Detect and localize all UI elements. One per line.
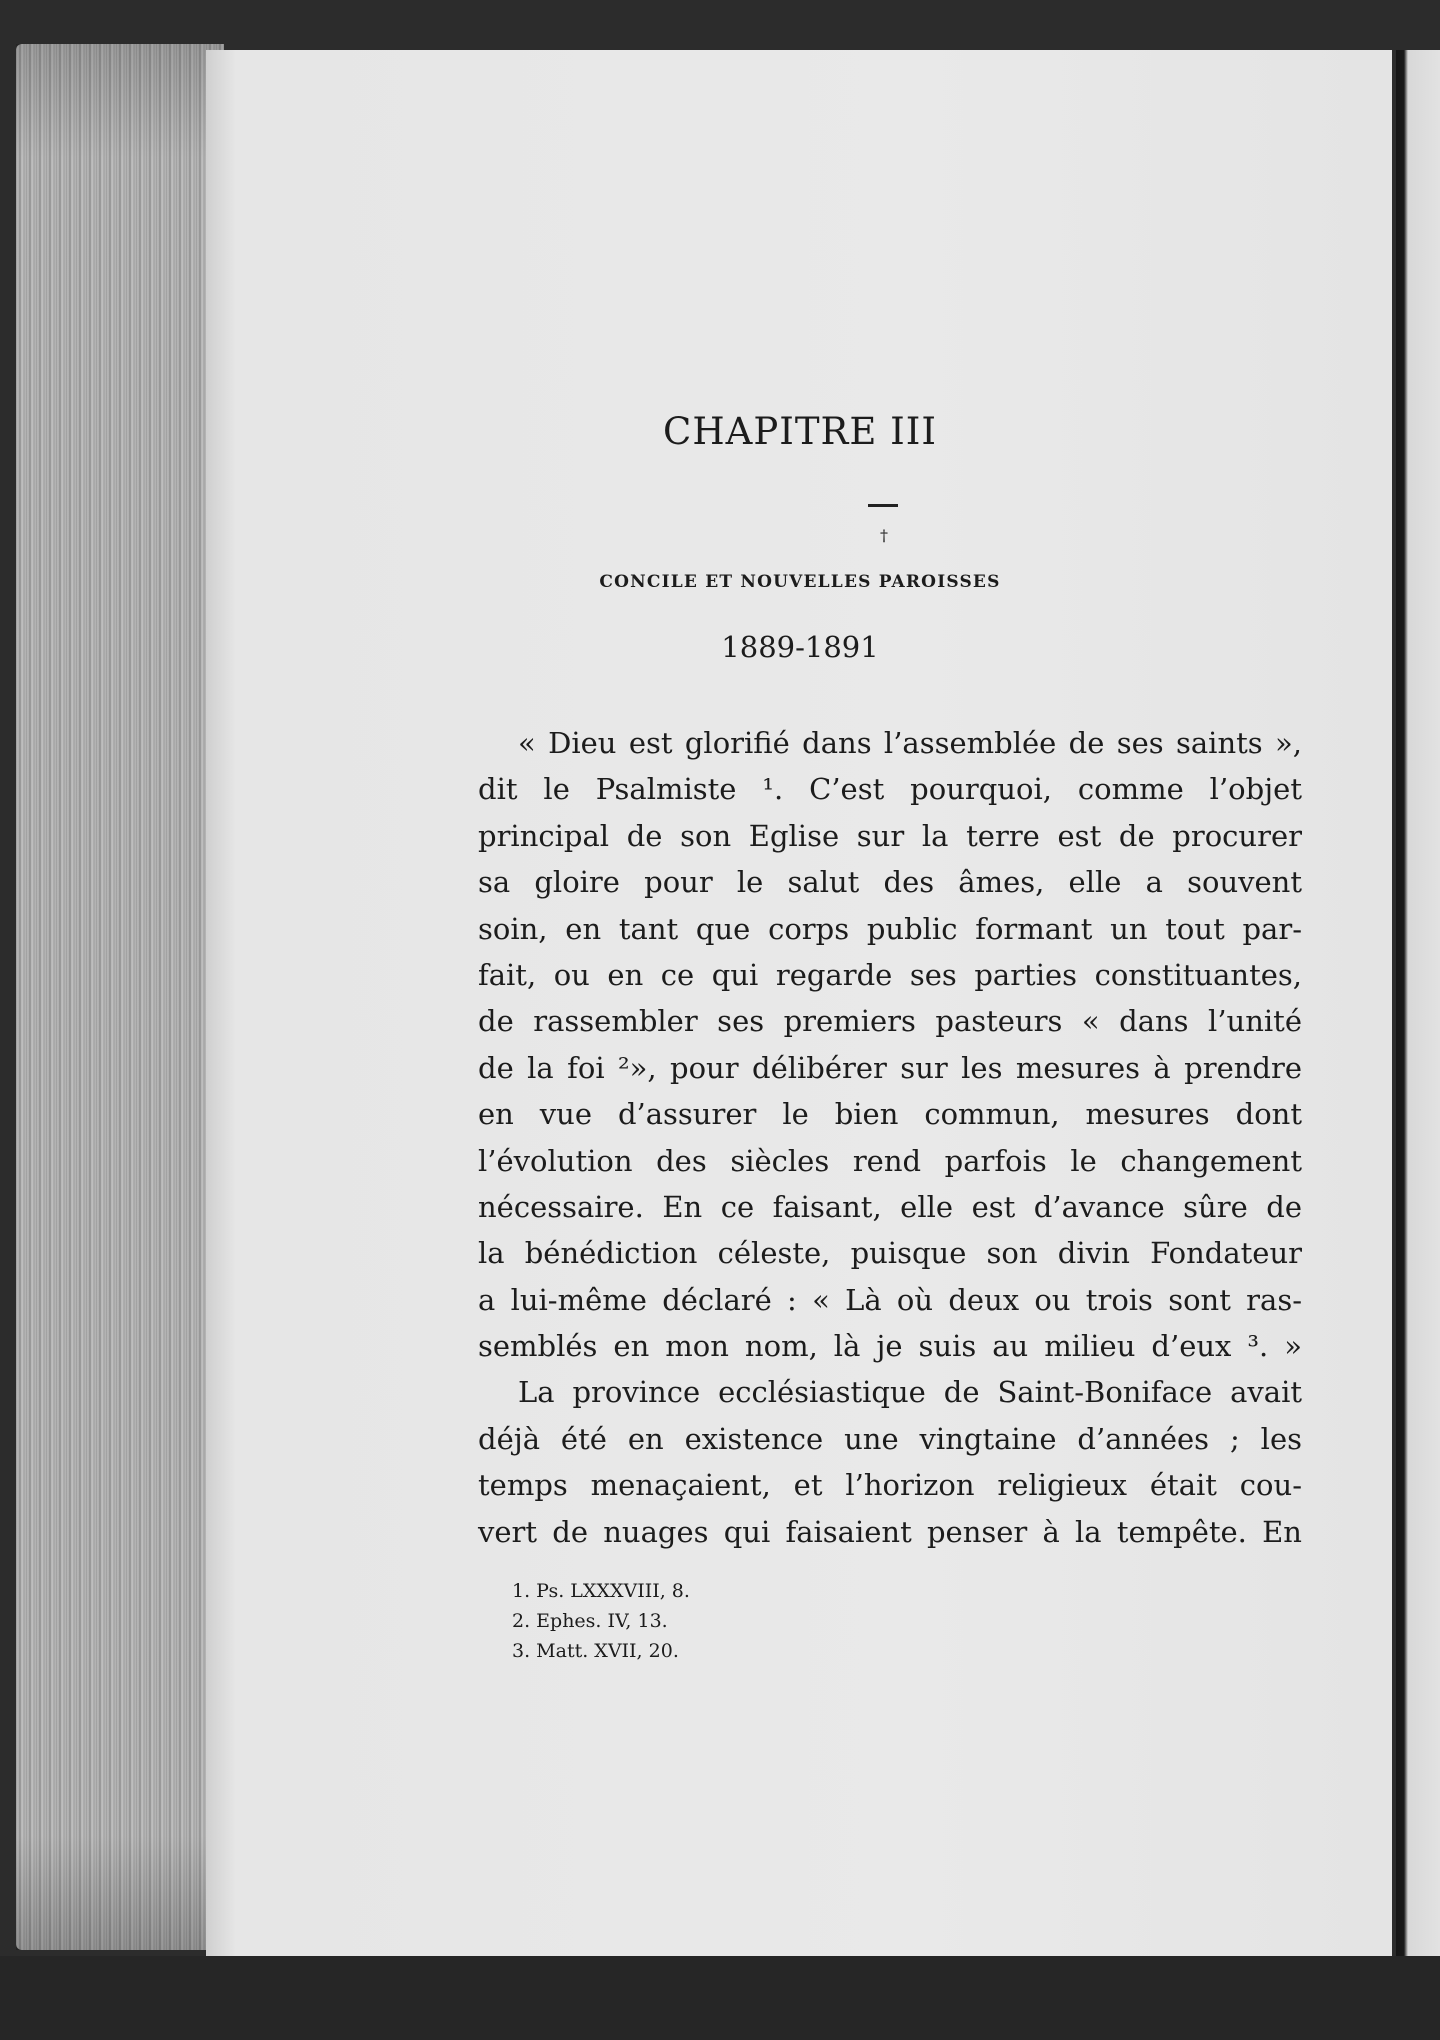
body-line: la bénédiction céleste, puisque son divin Fondateur bbox=[478, 1236, 1302, 1271]
body-line: a lui-même déclaré : « Là où deux ou trois sont ras- bbox=[478, 1282, 1302, 1317]
facing-page-edge bbox=[1396, 50, 1440, 1956]
chapter-title: CHAPITRE III bbox=[663, 410, 937, 453]
footnote-2: 2. Ephes. IV, 13. bbox=[512, 1610, 668, 1632]
body-line: de la foi ²», pour délibérer sur les mesures à prendre bbox=[478, 1050, 1302, 1085]
chapter-subtitle: CONCILE ET NOUVELLES PAROISSES bbox=[599, 572, 1001, 592]
ornament-mark: † bbox=[880, 526, 888, 545]
body-line: soin, en tant que corps public formant un tout par- bbox=[478, 911, 1302, 946]
body-text bbox=[478, 720, 1302, 1555]
title-rule bbox=[868, 504, 898, 507]
body-line: dit le Psalmiste ¹. C’est pourquoi, comme l’objet bbox=[478, 772, 1302, 807]
body-line: nécessaire. En ce faisant, elle est d’avance sûre de bbox=[478, 1189, 1302, 1224]
footnote-3: 3. Matt. XVII, 20. bbox=[512, 1640, 679, 1662]
footnotes bbox=[512, 1576, 690, 1666]
scan-border bbox=[0, 1956, 1440, 2040]
chapter-years: 1889-1891 bbox=[721, 630, 879, 664]
body-line: principal de son Eglise sur la terre est de procurer bbox=[478, 818, 1302, 853]
body-line: déjà été en existence une vingtaine d’années ; les bbox=[478, 1421, 1302, 1456]
body-line: La province ecclésiastique de Saint-Boniface avait bbox=[518, 1375, 1302, 1410]
body-line: « Dieu est glorifié dans l’assemblée de ses saints », bbox=[518, 726, 1302, 760]
body-line: en vue d’assurer le bien commun, mesures dont bbox=[478, 1097, 1302, 1132]
body-line: de rassembler ses premiers pasteurs « dans l’unité bbox=[478, 1004, 1302, 1039]
body-line: vert de nuages qui faisaient penser à la tempête. En bbox=[478, 1514, 1302, 1549]
body-line: sa gloire pour le salut des âmes, elle a souvent bbox=[478, 865, 1302, 900]
footnote-1: 1. Ps. LXXXVIII, 8. bbox=[512, 1580, 690, 1602]
body-line: fait, ou en ce qui regarde ses parties constituantes, bbox=[478, 957, 1302, 992]
body-line: temps menaçaient, et l’horizon religieux était cou- bbox=[478, 1468, 1302, 1503]
body-line: l’évolution des siècles rend parfois le changement bbox=[478, 1143, 1302, 1178]
page-edges bbox=[16, 44, 224, 1950]
body-line: semblés en mon nom, là je suis au milieu d’eux ³. » bbox=[478, 1329, 1302, 1364]
